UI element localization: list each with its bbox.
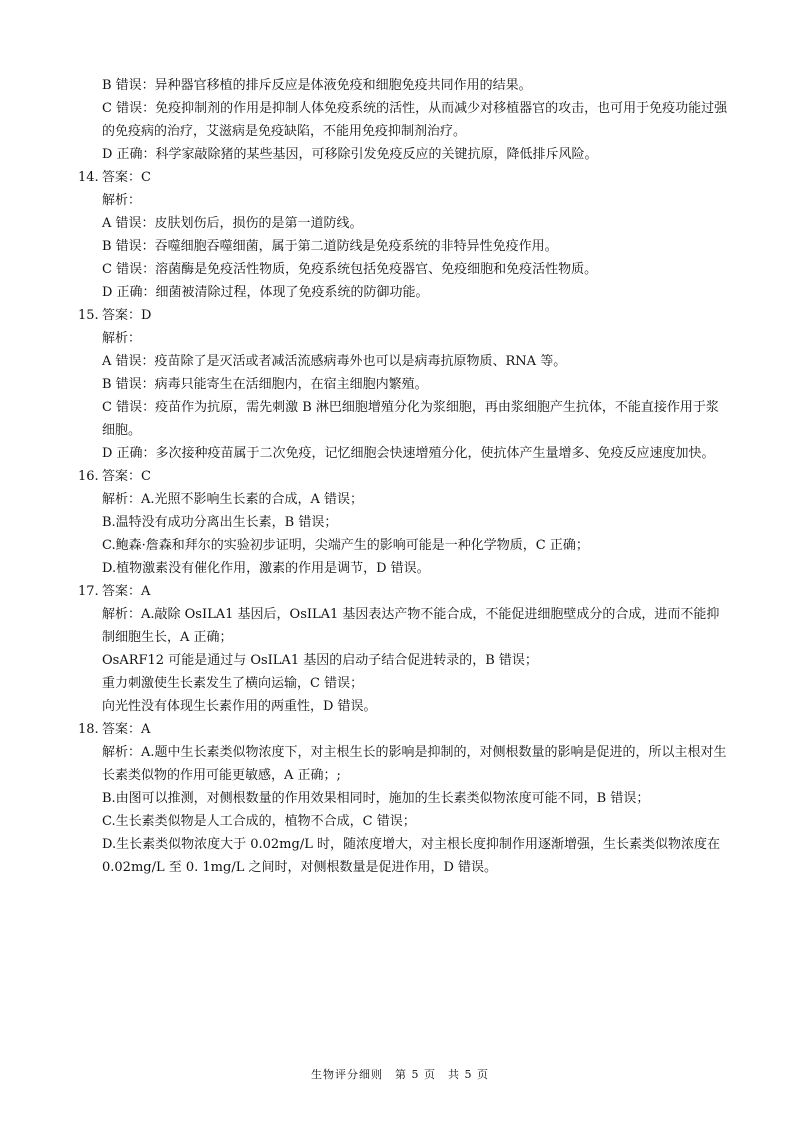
explanation-line: 解析： xyxy=(102,331,142,346)
page-footer: 生物评分细则 第 5 页 共 5 页 xyxy=(311,1068,489,1081)
explanation-line: 向光性没有体现生长素作用的两重性，D 错误。 xyxy=(102,699,377,714)
explanation-line: B 错误：吞噬细胞吞噬细菌，属于第二道防线是免疫系统的非特异性免疫作用。 xyxy=(102,239,558,254)
explanation-line: 解析： xyxy=(102,193,142,208)
answer-text: 答案：D xyxy=(102,308,152,323)
question-number: 16. xyxy=(78,469,99,484)
answer-text: 答案：A xyxy=(102,584,151,599)
explanation-line: B 错误：异种器官移植的排斥反应是体液免疫和细胞免疫共同作用的结果。 xyxy=(102,78,532,93)
question-answer-line xyxy=(78,580,728,603)
explanation-line: 解析：A.敲除 OsILA1 基因后，OsILA1 基因表达产物不能合成，不能促进细胞壁成分的合成，进而不能抑制细胞生长，A 正确； xyxy=(102,607,720,645)
explanation-line: C 错误：免疫抑制剂的作用是抑制人体免疫系统的活性，从而减少对移植器官的攻击，也可用于免疫功能过强的免疫病的治疗，艾滋病是免疫缺陷，不能用免疫抑制剂治疗。 xyxy=(102,101,728,139)
explanation-line: D 正确：细菌被清除过程，体现了免疫系统的防御功能。 xyxy=(102,285,429,300)
explanation-line: B 错误：病毒只能寄生在活细胞内，在宿主细胞内繁殖。 xyxy=(102,377,428,392)
explanation-line: D.植物激素没有催化作用，激素的作用是调节，D 错误。 xyxy=(102,561,430,576)
question-answer-line xyxy=(78,718,728,741)
question-number: 18. xyxy=(78,722,99,737)
explanation-line: A 错误：疫苗除了是灭活或者减活流感病毒外也可以是病毒抗原物质、RNA 等。 xyxy=(102,354,567,369)
explanation-line: D 正确：科学家敲除猪的某些基因，可移除引发免疫反应的关键抗原，降低排斥风险。 xyxy=(102,147,598,162)
explanation-line: C 错误：疫苗作为抗原，需先刺激 B 淋巴细胞增殖分化为浆细胞，再由浆细胞产生抗体，不能直接作用于浆细胞。 xyxy=(102,400,719,438)
explanation-line: C.鲍森·詹森和拜尔的实验初步证明，尖端产生的影响可能是一种化学物质，C 正确； xyxy=(102,538,589,553)
question-number: 17. xyxy=(78,584,99,599)
question-number: 15. xyxy=(78,308,99,323)
answer-text: 答案：C xyxy=(102,170,151,185)
question-answer-line xyxy=(78,166,728,189)
explanation-line: B.由图可以推测，对侧根数量的作用效果相同时，施加的生长素类似物浓度可能不同，B 错误； xyxy=(102,791,650,806)
explanation-line: D 正确：多次接种疫苗属于二次免疫，记忆细胞会快速增殖分化，使抗体产生量增多、免疫反应速度加快。 xyxy=(102,446,715,461)
question-answer-line xyxy=(78,465,728,488)
explanation-line: OsARF12 可能是通过与 OsILA1 基因的启动子结合促进转录的，B 错误； xyxy=(102,653,538,668)
explanation-line: C.生长素类似物是人工合成的，植物不合成，C 错误； xyxy=(102,814,416,829)
answer-explanations xyxy=(78,74,728,879)
explanation-line: C 错误：溶菌酶是免疫活性物质，免疫系统包括免疫器官、免疫细胞和免疫活性物质。 xyxy=(102,262,598,277)
explanation-line: D.生长素类似物浓度大于 0.02mg/L 时，随浓度增大，对主根长度抑制作用逐渐增强，生长素类似物浓度在 0.02mg/L 至 0. 1mg/L 之间时，对侧根数量是促进作用，D 错误。 xyxy=(102,837,720,875)
explanation-line: 解析：A.光照不影响生长素的合成，A 错误； xyxy=(102,492,364,507)
question-answer-line xyxy=(78,304,728,327)
explanation-line: 重力刺激使生长素发生了横向运输，C 错误； xyxy=(102,676,364,691)
question-number: 14. xyxy=(78,170,99,185)
explanation-line: B.温特没有成功分离出生长素，B 错误； xyxy=(102,515,338,530)
answer-text: 答案：A xyxy=(102,722,151,737)
explanation-line: 解析：A.题中生长素类似物浓度下，对主根生长的影响是抑制的，对侧根数量的影响是促进的，所以主根对生长素类似物的作用可能更敏感，A 正确；; xyxy=(102,745,727,783)
answer-text: 答案：C xyxy=(102,469,151,484)
explanation-line: A 错误：皮肤划伤后，损伤的是第一道防线。 xyxy=(102,216,363,231)
